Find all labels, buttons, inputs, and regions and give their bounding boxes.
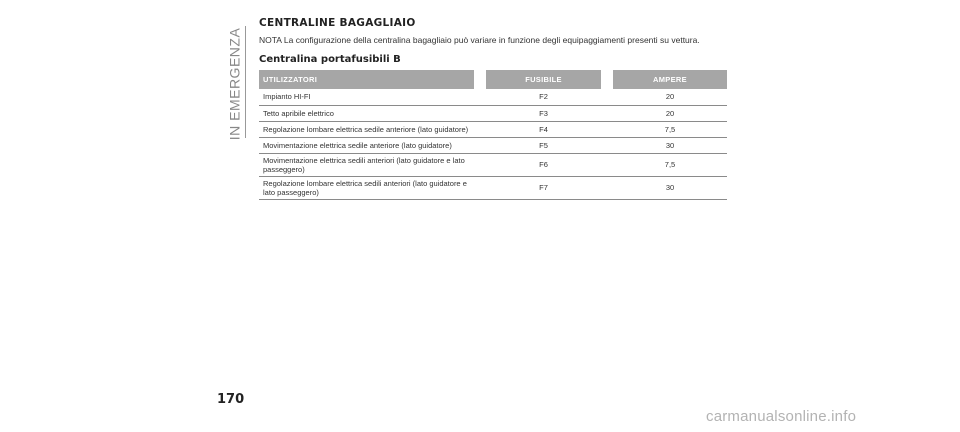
cell-user: Movimentazione elettrica sedile anteriore (lato guidatore) [259,137,474,153]
table-row [259,153,727,176]
column-header-users: UTILIZZATORI [259,70,474,89]
side-divider [245,26,246,138]
cell-user: Movimentazione elettrica sedili anteriori (lato guidatore e lato passeggero) [259,153,474,176]
fuse-table [259,70,727,200]
table-row [259,105,727,121]
section-side-tab-label: IN EMERGENZA [226,27,243,141]
cell-ampere: 30 [613,176,727,199]
table-row [259,89,727,105]
cell-ampere: 30 [613,137,727,153]
page-number: 170 [217,392,245,407]
note-text: NOTA La configurazione della centralina bagagliaio può variare in funzione degli equipaggiamenti presenti su vettura. [259,35,700,45]
column-header-fuse: FUSIBILE [486,70,601,89]
cell-user: Regolazione lombare elettrica sedili anteriori (lato guidatore e lato passeggero) [259,176,474,199]
section-title: CENTRALINE BAGAGLIAIO [259,17,416,29]
table-title: Centralina portafusibili B [259,54,401,65]
cell-fuse: F2 [486,89,601,105]
table-row [259,137,727,153]
cell-ampere: 7,5 [613,153,727,176]
cell-fuse: F5 [486,137,601,153]
cell-user: Tetto apribile elettrico [259,105,474,121]
table-header-row [259,70,727,89]
cell-user: Regolazione lombare elettrica sedile anteriore (lato guidatore) [259,121,474,137]
cell-fuse: F4 [486,121,601,137]
cell-fuse: F3 [486,105,601,121]
table-row [259,176,727,199]
cell-ampere: 7,5 [613,121,727,137]
cell-ampere: 20 [613,105,727,121]
cell-ampere: 20 [613,89,727,105]
page-content [259,16,727,200]
cell-user: Impianto HI-FI [259,89,474,105]
table-row [259,121,727,137]
section-side-tab [224,27,244,141]
cell-fuse: F6 [486,153,601,176]
column-header-ampere: AMPERE [613,70,727,89]
watermark-text: carmanualsonline.info [706,408,857,425]
cell-fuse: F7 [486,176,601,199]
